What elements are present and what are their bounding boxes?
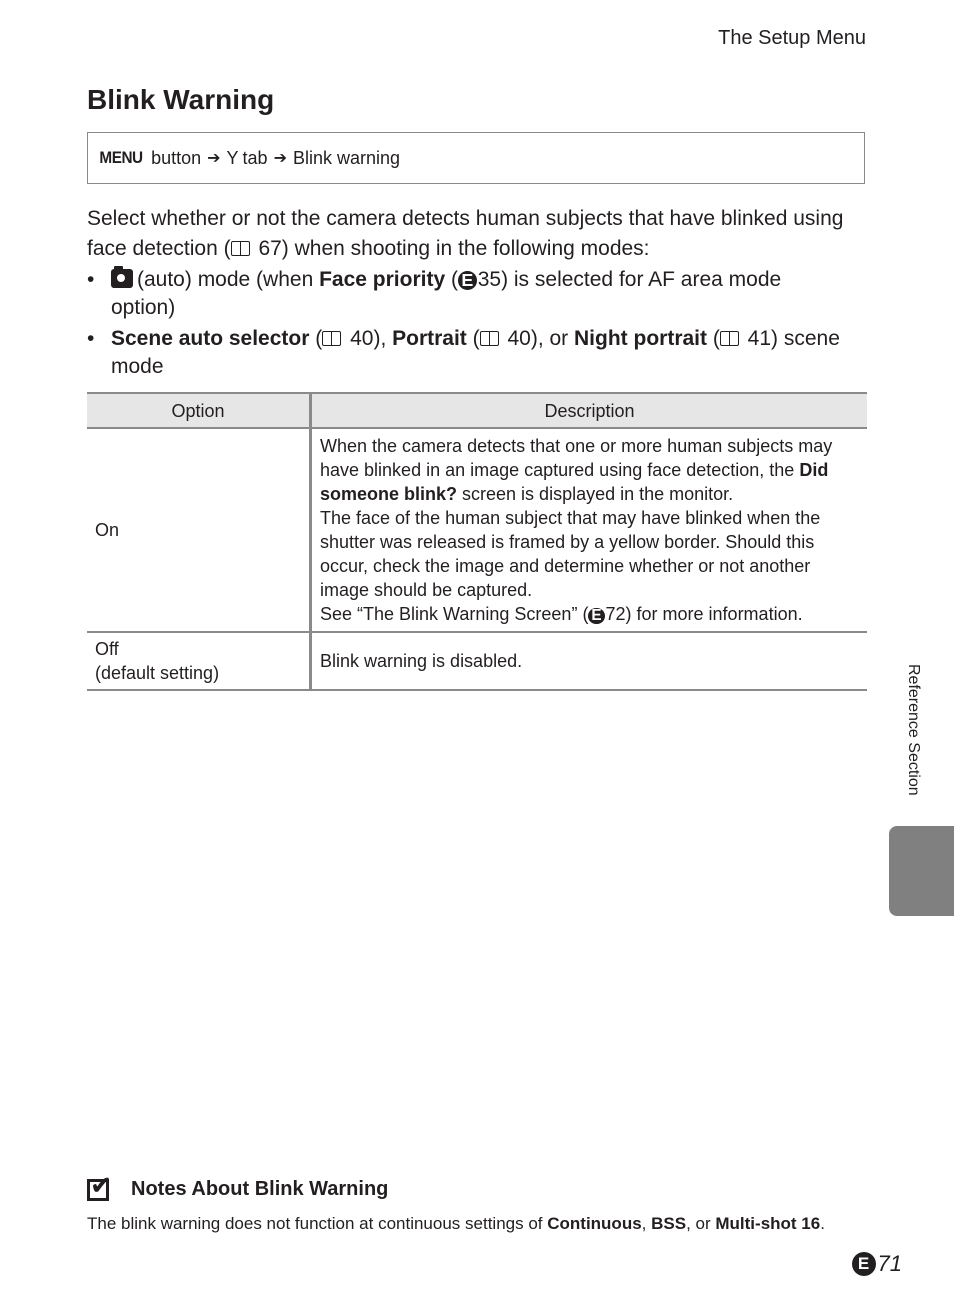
menu-path: [87, 132, 865, 184]
notes-text: , or: [686, 1214, 716, 1233]
running-header: The Setup Menu: [718, 27, 866, 49]
e-reference-icon: E: [588, 608, 604, 624]
notes-text: The blink warning does not function at continuous settings of: [87, 1214, 548, 1233]
option-cell: [87, 632, 311, 690]
intro-paragraph: [87, 204, 877, 264]
notes-heading: [87, 1176, 388, 1202]
list-text: (: [445, 268, 458, 291]
setting-name: Multi-shot 16: [715, 1214, 821, 1233]
page-reference: 72: [605, 604, 626, 624]
arrow-right-icon: ➔: [273, 150, 287, 167]
page-reference: 40: [507, 327, 531, 350]
list-text: ), or: [530, 327, 575, 350]
menu-path-tab: tab: [242, 147, 268, 168]
book-reference-icon: [322, 331, 341, 346]
page-reference: 40: [350, 327, 374, 350]
list-text: ) is selected for AF area mode option): [111, 268, 782, 319]
list-text: (auto) mode (when: [137, 268, 320, 291]
menu-button-icon: MENU: [99, 148, 143, 167]
page-number: [852, 1251, 902, 1277]
book-reference-icon: [231, 241, 250, 256]
option-text: (default setting): [95, 663, 220, 683]
column-header-description: Description: [311, 393, 868, 428]
description-text: The face of the human subject that may have blinked when the shutter was released is framed by a yellow border. Should this occur, check the image and determine whether or not another image should be captured.: [320, 508, 821, 600]
mode-list: [87, 266, 847, 384]
option-cell: On: [87, 428, 311, 632]
screen-name: Did someone blink?: [320, 460, 829, 504]
page-reference: 67: [258, 237, 282, 260]
book-reference-icon: [480, 331, 499, 346]
notes-body: [87, 1214, 825, 1234]
checkmark-icon: [87, 1176, 115, 1202]
side-tab-marker: [889, 826, 954, 916]
description-text: When the camera detects that one or more human subjects may have blinked in an image captured using face detection, the: [320, 436, 833, 480]
notes-text: ,: [641, 1214, 652, 1233]
scene-name: Scene auto selector: [111, 327, 310, 350]
setting-name: BSS: [651, 1214, 687, 1233]
notes-text: .: [820, 1214, 825, 1233]
scene-name: Night portrait: [574, 327, 707, 350]
menu-path-target: Blink warning: [292, 147, 401, 168]
description-text: ) for more information.: [625, 604, 803, 624]
camera-auto-icon: [111, 269, 133, 288]
description-text: See “The Blink Warning Screen” (: [320, 604, 589, 624]
table-row: [87, 428, 867, 632]
intro-text: Select whether or not the camera detects human subjects that have blinked using face detection (: [87, 207, 844, 260]
column-header-option: Option: [87, 393, 311, 428]
wrench-icon: Y: [226, 147, 239, 168]
table-header-row: [87, 393, 867, 428]
scene-name: Portrait: [392, 327, 467, 350]
list-item: • Scene auto selector ( 40), Portrait ( 40), or Night portrait ( 41) scene mode: [87, 325, 847, 381]
list-item: [87, 266, 847, 322]
option-text: Off: [95, 639, 119, 659]
description-cell: [311, 428, 868, 632]
page-title: Blink Warning: [87, 84, 275, 115]
page-reference: 35: [477, 268, 502, 291]
e-reference-icon: E: [852, 1252, 876, 1276]
page-number-value: 71: [877, 1251, 902, 1276]
page-reference: 41: [747, 327, 772, 350]
notes-title: Notes About Blink Warning: [131, 1177, 389, 1200]
arrow-right-icon: ➔: [207, 150, 221, 167]
menu-path-button: button: [151, 147, 202, 168]
settings-table: [87, 392, 867, 691]
side-tab-label: Reference Section: [905, 664, 922, 796]
intro-text: ) when shooting in the following modes:: [281, 237, 650, 260]
book-reference-icon: [720, 331, 739, 346]
description-text: screen is displayed in the monitor.: [457, 484, 734, 504]
e-reference-icon: E: [458, 271, 477, 290]
setting-name: Face priority: [319, 268, 446, 291]
table-row: [87, 632, 867, 690]
setting-name: Continuous: [547, 1214, 642, 1233]
description-cell: Blink warning is disabled.: [311, 632, 868, 690]
list-text: ) scene mode: [111, 327, 840, 378]
